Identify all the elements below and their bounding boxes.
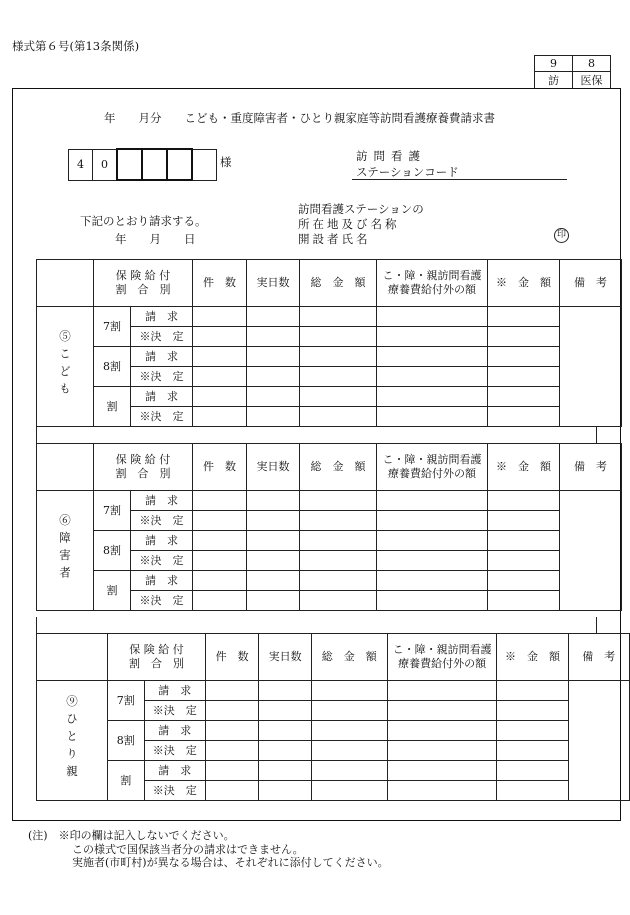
input-cell[interactable] — [259, 781, 311, 801]
input-cell[interactable] — [193, 491, 247, 511]
address-label: 所在地及び名称 — [298, 217, 400, 231]
addressee-suffix: 様 — [220, 155, 232, 169]
header-count: 件 数 — [193, 260, 247, 307]
input-cell[interactable] — [488, 307, 560, 327]
header-days: 実日数 — [259, 634, 311, 681]
input-cell[interactable] — [247, 531, 300, 551]
header-days: 実日数 — [247, 260, 300, 307]
row-type: 請 求 — [131, 571, 193, 591]
input-cell[interactable] — [247, 571, 300, 591]
input-cell[interactable] — [377, 491, 488, 511]
input-cell[interactable] — [193, 571, 247, 591]
input-cell[interactable] — [247, 347, 300, 367]
input-cell[interactable] — [300, 571, 377, 591]
header-amount: ※ 金 額 — [488, 260, 560, 307]
code-cell: 8 — [573, 56, 611, 72]
input-cell[interactable] — [300, 327, 377, 347]
row-type: ※決 定 — [144, 781, 205, 801]
input-cell[interactable] — [247, 407, 300, 427]
input-cell[interactable] — [259, 761, 311, 781]
input-cell[interactable] — [205, 761, 258, 781]
input-cell[interactable] — [377, 551, 488, 571]
note-line: 実施者(市町村)が異なる場合は、それぞれに添付してください。 — [72, 856, 389, 869]
header-insurance: 保 険 給 付 割 合 別 — [108, 634, 206, 681]
code-cell: 訪 — [535, 72, 573, 89]
row-type: ※決 定 — [131, 327, 193, 347]
input-cell[interactable] — [311, 681, 387, 701]
header-amount: ※ 金 額 — [488, 444, 560, 491]
request-statement: 下記のとおり請求する。 — [80, 214, 207, 228]
input-cell[interactable] — [488, 511, 560, 531]
input-cell[interactable] — [193, 531, 247, 551]
input-cell[interactable] — [488, 531, 560, 551]
input-cell[interactable] — [247, 551, 300, 571]
number-digit[interactable]: 4 — [69, 149, 93, 180]
row-type: ※決 定 — [144, 701, 205, 721]
header-blank — [37, 634, 108, 681]
header-insurance: 保 険 給 付 割 合 別 — [94, 260, 193, 307]
input-cell[interactable] — [259, 741, 311, 761]
form-number: 様式第６号(第13条関係) — [12, 39, 140, 53]
rate-label: 7割 — [94, 307, 131, 347]
input-cell[interactable] — [311, 741, 387, 761]
input-cell[interactable] — [259, 721, 311, 741]
input-cell[interactable] — [497, 681, 568, 701]
input-cell[interactable] — [311, 701, 387, 721]
input-cell[interactable] — [205, 741, 258, 761]
input-cell[interactable] — [300, 531, 377, 551]
row-type: 請 求 — [131, 387, 193, 407]
row-type: ※決 定 — [131, 511, 193, 531]
input-cell[interactable] — [205, 701, 258, 721]
input-cell[interactable] — [497, 721, 568, 741]
input-cell[interactable] — [247, 327, 300, 347]
request-date: 年 月 日 — [115, 232, 196, 246]
note-line: この様式で国保該当者分の請求はできません。 — [72, 842, 304, 856]
input-cell[interactable] — [193, 367, 247, 387]
seal-mark: 印 — [554, 228, 569, 243]
header-blank — [37, 444, 94, 491]
input-cell[interactable] — [488, 327, 560, 347]
input-cell[interactable] — [259, 701, 311, 721]
input-cell[interactable] — [488, 407, 560, 427]
header-remarks: 備 考 — [568, 634, 629, 681]
input-cell[interactable] — [387, 681, 497, 701]
header-other: こ・障・親訪問看護 療養費給付外の額 — [377, 444, 488, 491]
section-table-single-parent — [36, 633, 630, 801]
input-cell[interactable] — [247, 367, 300, 387]
row-type: 請 求 — [131, 531, 193, 551]
row-type: 請 求 — [131, 307, 193, 327]
code-box — [534, 55, 611, 89]
input-cell[interactable] — [497, 741, 568, 761]
input-cell[interactable] — [377, 367, 488, 387]
rate-label: 7割 — [94, 491, 131, 531]
rate-label: 割 — [94, 571, 131, 611]
remarks-cell[interactable] — [560, 491, 622, 611]
input-cell[interactable] — [488, 491, 560, 511]
form-title: 年 月分 こども・重度障害者・ひとり親家庭等訪問看護療養費請求書 — [104, 111, 495, 125]
header-total: 総 金 額 — [300, 260, 377, 307]
input-cell[interactable] — [193, 347, 247, 367]
input-cell[interactable] — [377, 571, 488, 591]
section-label: ⑥障害者 — [37, 491, 94, 611]
input-cell[interactable] — [387, 741, 497, 761]
header-blank — [37, 260, 94, 307]
number-digit[interactable] — [117, 149, 142, 180]
remarks-cell[interactable] — [568, 681, 629, 801]
section-label: ⑨ひとり親 — [37, 681, 108, 801]
header-days: 実日数 — [247, 444, 300, 491]
header-total: 総 金 額 — [300, 444, 377, 491]
number-digit[interactable]: 0 — [93, 149, 118, 180]
input-cell[interactable] — [193, 407, 247, 427]
row-type: ※決 定 — [144, 741, 205, 761]
input-cell[interactable] — [300, 511, 377, 531]
header-remarks: 備 考 — [560, 444, 622, 491]
input-cell[interactable] — [193, 551, 247, 571]
input-cell[interactable] — [387, 761, 497, 781]
rate-label: 割 — [94, 387, 131, 427]
input-cell[interactable] — [300, 591, 377, 611]
row-type: ※決 定 — [131, 591, 193, 611]
input-cell[interactable] — [247, 307, 300, 327]
rate-label: 割 — [108, 761, 145, 801]
row-type: 請 求 — [144, 761, 205, 781]
row-type: 請 求 — [144, 681, 205, 701]
input-cell[interactable] — [311, 761, 387, 781]
input-cell[interactable] — [488, 367, 560, 387]
rate-label: 7割 — [108, 681, 145, 721]
header-amount: ※ 金 額 — [497, 634, 568, 681]
input-cell[interactable] — [300, 407, 377, 427]
input-cell[interactable] — [247, 387, 300, 407]
input-cell[interactable] — [205, 721, 258, 741]
rate-label: 8割 — [108, 721, 145, 761]
code-cell: 9 — [535, 56, 573, 72]
input-cell[interactable] — [300, 551, 377, 571]
input-cell[interactable] — [377, 347, 488, 367]
input-cell[interactable] — [259, 681, 311, 701]
input-cell[interactable] — [311, 721, 387, 741]
number-check-digit[interactable] — [192, 149, 217, 180]
input-cell[interactable] — [247, 511, 300, 531]
section-table-disabled — [36, 443, 622, 611]
input-cell[interactable] — [377, 387, 488, 407]
input-cell[interactable] — [488, 571, 560, 591]
header-other: こ・障・親訪問看護 療養費給付外の額 — [377, 260, 488, 307]
header-remarks: 備 考 — [560, 260, 622, 307]
input-cell[interactable] — [300, 347, 377, 367]
input-cell[interactable] — [377, 327, 488, 347]
header-insurance: 保 険 給 付 割 合 別 — [94, 444, 193, 491]
input-cell[interactable] — [205, 781, 258, 801]
notes — [28, 829, 389, 870]
input-cell[interactable] — [300, 387, 377, 407]
input-cell[interactable] — [497, 781, 568, 801]
header-count: 件 数 — [193, 444, 247, 491]
input-cell[interactable] — [377, 511, 488, 531]
row-type: 請 求 — [131, 491, 193, 511]
input-cell[interactable] — [488, 387, 560, 407]
input-cell[interactable] — [247, 591, 300, 611]
input-cell[interactable] — [300, 491, 377, 511]
insurer-number-box — [68, 148, 217, 181]
row-type: ※決 定 — [131, 367, 193, 387]
input-cell[interactable] — [377, 407, 488, 427]
input-cell[interactable] — [377, 591, 488, 611]
station-code-label: ステーションコード — [356, 165, 459, 179]
input-cell[interactable] — [193, 307, 247, 327]
rate-label: 8割 — [94, 531, 131, 571]
input-cell[interactable] — [300, 367, 377, 387]
input-cell[interactable] — [193, 511, 247, 531]
input-cell[interactable] — [193, 327, 247, 347]
header-other: こ・障・親訪問看護 療養費給付外の額 — [387, 634, 497, 681]
note-line: (注) ※印の欄は記入しないでください。 — [28, 829, 235, 842]
section-table-children — [36, 259, 622, 427]
section-gap — [36, 617, 597, 633]
input-cell[interactable] — [497, 701, 568, 721]
row-type: 請 求 — [131, 347, 193, 367]
input-cell[interactable] — [497, 761, 568, 781]
input-cell[interactable] — [488, 551, 560, 571]
section-gap — [36, 427, 597, 443]
header-count: 件 数 — [205, 634, 258, 681]
founder-name-label: 開設者氏名 — [298, 232, 371, 246]
input-cell[interactable] — [488, 591, 560, 611]
row-type: ※決 定 — [131, 551, 193, 571]
row-type: ※決 定 — [131, 407, 193, 427]
number-digit[interactable] — [142, 149, 167, 180]
rate-label: 8割 — [94, 347, 131, 387]
input-cell[interactable] — [193, 591, 247, 611]
input-cell[interactable] — [311, 781, 387, 801]
input-cell[interactable] — [387, 781, 497, 801]
input-cell[interactable] — [488, 347, 560, 367]
remarks-cell[interactable] — [560, 307, 622, 427]
input-cell[interactable] — [377, 307, 488, 327]
input-cell[interactable] — [247, 491, 300, 511]
number-digit[interactable] — [167, 149, 192, 180]
input-cell[interactable] — [377, 531, 488, 551]
input-cell[interactable] — [387, 721, 497, 741]
input-cell[interactable] — [300, 307, 377, 327]
header-total: 総 金 額 — [311, 634, 387, 681]
code-cell: 医保 — [573, 72, 611, 89]
input-cell[interactable] — [387, 701, 497, 721]
station-code-label: 訪問看護 — [356, 149, 426, 163]
section-label: ⑤こども — [37, 307, 94, 427]
input-cell[interactable] — [193, 387, 247, 407]
input-cell[interactable] — [205, 681, 258, 701]
station-code-field[interactable] — [352, 179, 567, 180]
address-label: 訪問看護ステーションの — [298, 202, 424, 216]
row-type: 請 求 — [144, 721, 205, 741]
